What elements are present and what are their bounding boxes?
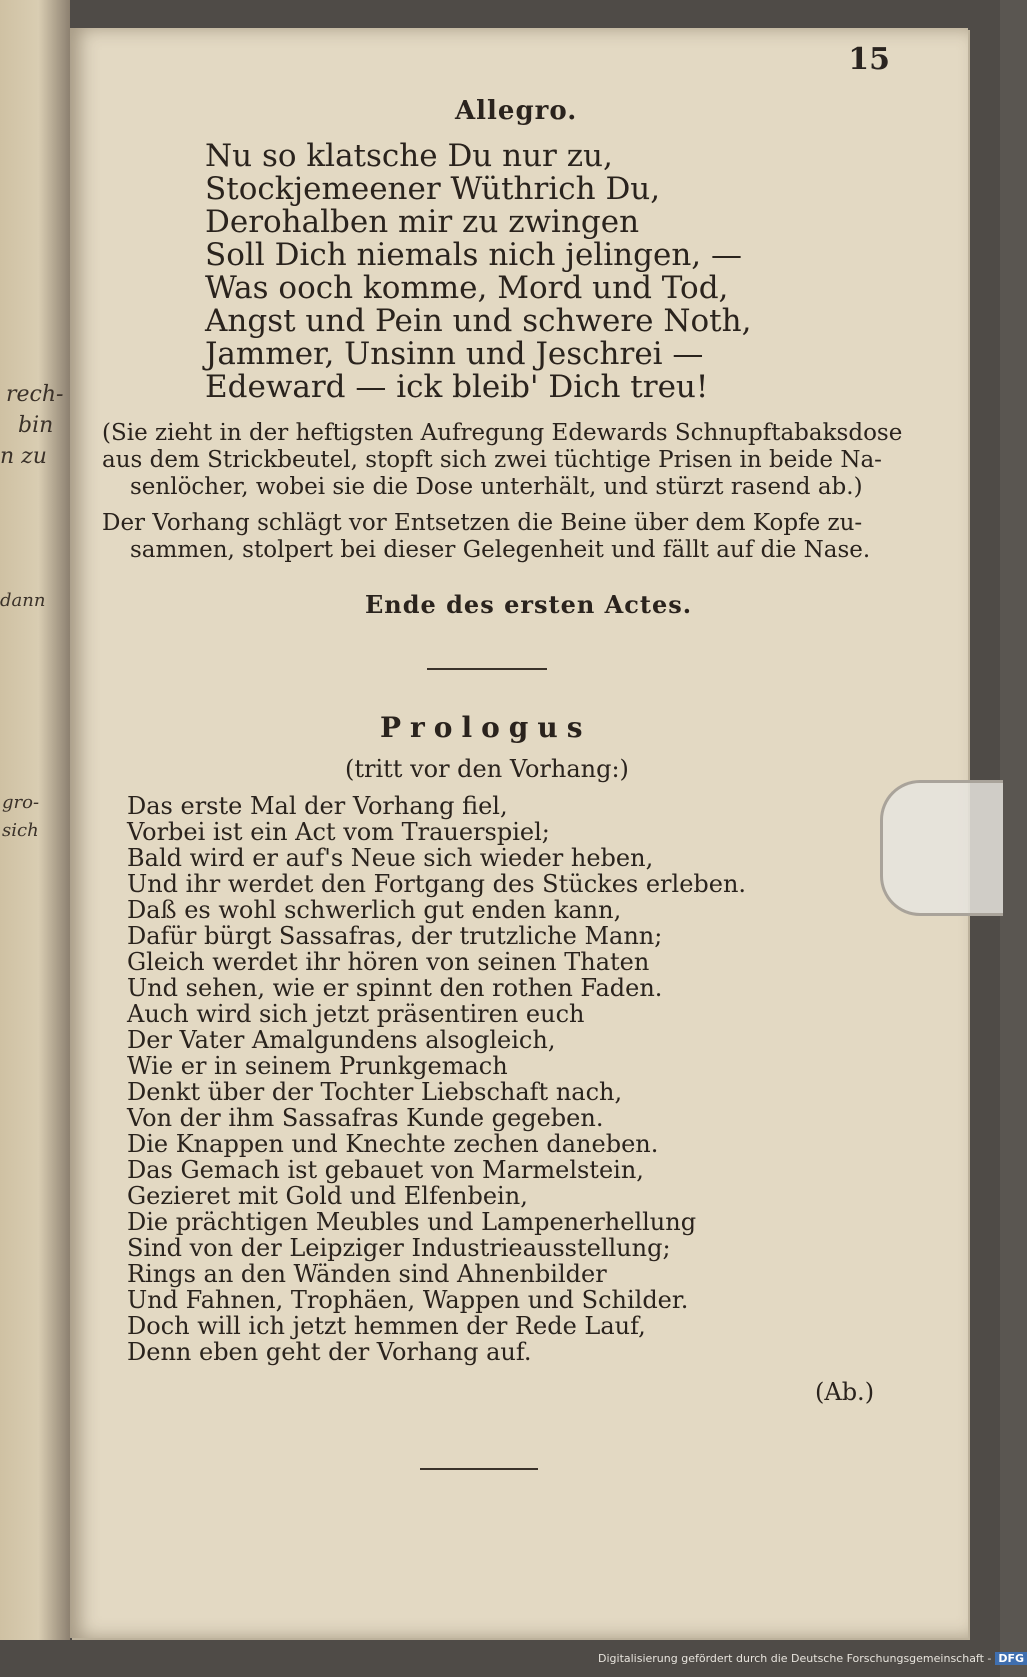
stage-line: aus dem Strickbeutel, stopft sich zwei tüchtige Prisen in beide Na- [102,447,882,473]
prologue-line: Gleich werdet ihr hören von seinen Thaten [127,948,650,976]
verse-line: Was ooch komme, Mord und Tod, [205,270,729,306]
dfg-logo: DFG [995,1652,1027,1665]
digitization-credit [598,1652,1027,1665]
prologue-line: Und sehen, wie er spinnt den rothen Faden. [127,974,663,1002]
prologue-line: Das Gemach ist gebauet von Marmelstein, [127,1156,644,1184]
prologue-line: Rings an den Wänden sind Ahnenbilder [127,1260,607,1288]
verse-line: Nu so klatsche Du nur zu, [205,138,613,174]
left-fragment: n zu [0,444,47,469]
prologue-line: Von der ihm Sassafras Kunde gegeben. [127,1104,604,1132]
left-page-edge [0,0,70,1640]
verse-line: Soll Dich niemals nich jelingen, — [205,237,742,273]
prologue-line: Die Knappen und Knechte zechen daneben. [127,1130,659,1158]
prologue-line: Bald wird er auf's Neue sich wieder heben, [127,844,654,872]
prologue-line: Die prächtigen Meubles und Lampenerhellung [127,1208,697,1236]
prologue-line: Dafür bürgt Sassafras, der trutzliche Mann; [127,922,663,950]
stage-line: (Sie zieht in der heftigsten Aufregung Edewards Schnupftabaksdose [102,420,903,446]
prologue-line: Und Fahnen, Trophäen, Wappen und Schilder. [127,1286,689,1314]
prologue-line: Auch wird sich jetzt präsentiren euch [127,1000,585,1028]
left-fragment: gro- [2,792,40,813]
left-fragment: sich [2,820,39,841]
left-fragment: dann [0,590,46,611]
left-fragment: bin [18,413,54,438]
prologue-line: Und ihr werdet den Fortgang des Stückes erleben. [127,870,747,898]
verse-line: Jammer, Unsinn und Jeschrei — [205,336,704,372]
bottom-divider [420,1468,538,1470]
verse-line: Stockjemeener Wüthrich Du, [205,171,661,207]
verse-line: Angst und Pein und schwere Noth, [205,303,752,339]
stage-line: sammen, stolpert bei dieser Gelegenheit und fällt auf die Nase. [130,537,871,563]
prologue-title: Prologus [380,711,592,744]
section-divider [427,668,547,670]
verse-line: Edeward — ick bleib' Dich treu! [205,369,709,405]
prologue-line: Der Vater Amalgundens alsogleich, [127,1026,556,1054]
prologue-line: Daß es wohl schwerlich gut enden kann, [127,896,622,924]
act-end-heading: Ende des ersten Actes. [365,590,693,619]
prologue-subtitle: (tritt vor den Vorhang:) [345,755,629,783]
footer-text: Digitalisierung gefördert durch die Deutsche Forschungsgemeinschaft - [598,1652,992,1665]
prologue-line: Denn eben geht der Vorhang auf. [127,1338,532,1366]
prologue-line: Das erste Mal der Vorhang fiel, [127,792,508,820]
stage-line: Der Vorhang schlägt vor Entsetzen die Beine über dem Kopfe zu- [102,510,863,536]
verse-line: Derohalben mir zu zwingen [205,204,640,240]
tempo-marking: Allegro. [455,96,578,126]
stage-line: senlöcher, wobei sie die Dose unterhält, und stürzt rasend ab.) [130,474,863,500]
left-fragment: rech- [6,382,64,407]
prologue-line: Vorbei ist ein Act vom Trauerspiel; [127,818,550,846]
prologue-line: Wie er in seinem Prunkgemach [127,1052,508,1080]
page-number: 15 [848,42,890,77]
book-page [70,28,968,1638]
prologue-line: Doch will ich jetzt hemmen der Rede Lauf, [127,1312,646,1340]
prologue-line: Gezieret mit Gold und Elfenbein, [127,1182,528,1210]
page-clip-tab [880,780,1003,916]
prologue-line: Denkt über der Tochter Liebschaft nach, [127,1078,623,1106]
prologue-line: Sind von der Leipziger Industrieausstellung; [127,1234,671,1262]
exit-direction: (Ab.) [815,1378,875,1406]
